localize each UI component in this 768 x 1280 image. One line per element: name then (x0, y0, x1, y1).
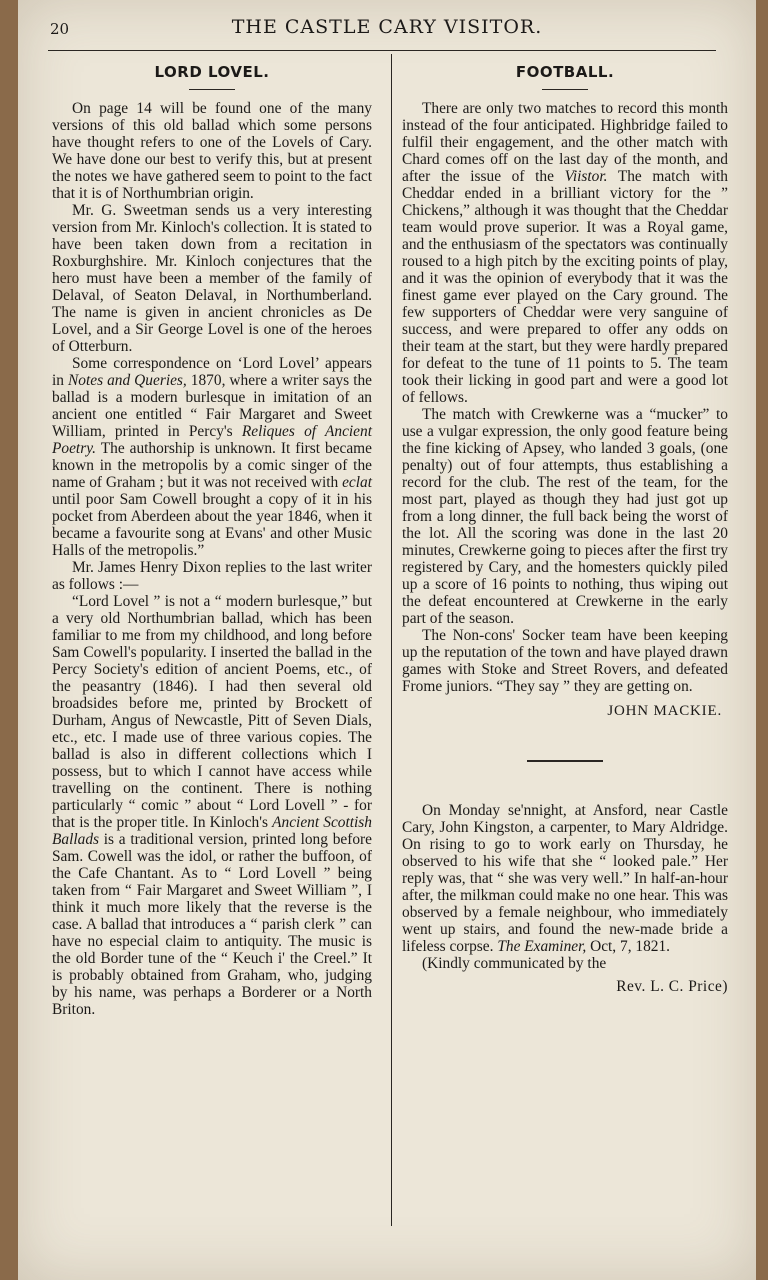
header-rule (48, 50, 716, 51)
lord-lovel-paragraph-5 (52, 593, 372, 1018)
document-page (18, 0, 756, 1280)
lord-lovel-paragraph-1: On page 14 will be found one of the many versions of this old ballad which some persons have thought refers to one of the Lovels of Cary. We have done our best to verify this, but at present the notes we have gathered seem to point to the fact that it is of Northumbrian origin. (52, 100, 372, 202)
text-run: Some correspondence on ‘Lord Lovel’ appears in (52, 355, 372, 389)
lord-lovel-heading: LORD LOVEL. (154, 63, 270, 81)
text-run: 1870, where a writer says the ballad is a modern burlesque in imitation of an ancient one entitled “ Fair Margaret and Sweet William, printed in Percy's (52, 372, 372, 440)
lord-lovel-paragraph-3 (52, 355, 372, 559)
text-run: is a traditional version, printed long before Sam. Cowell was the idol, or rather the buffoon, of the Cafe Chantant. As to “ Lord Lovell ” being taken from “ Fair Margaret and Sweet William ”, I think it much more likely that the reverse is the case. A ballad that introduces a “ parish clerk ” can have no especial claim to antiquity. The music is the old Border tune of the “ Keuch i' the Creel.” It is probably obtained from Graham, who, judging by his name, was perhaps a Borderer or a North Briton. (52, 831, 372, 1018)
text-run: Oct, 7, 1821. (586, 938, 671, 955)
italic-source: The Examiner, (497, 938, 587, 955)
credit-name: Rev. L. C. Price) (616, 978, 728, 995)
italic-title: Ancient Scottish Ballads (52, 814, 372, 848)
football-paragraph-1 (402, 100, 728, 406)
italic-title: Viistor. (564, 168, 608, 185)
italic-title: Notes and Queries, (68, 372, 187, 389)
running-header (18, 14, 756, 44)
text-run: until poor Sam Cowell brought a copy of it in his pocket from Aberdeen about the year 1846, when it became a favourite song at Evans' and other Music Halls of the metropolis.” (52, 491, 372, 559)
football-paragraph-3: The Non-cons' Socker team have been keeping up the reputation of the town and have played drawn games with Stoke and Street Rovers, and defeated Frome juniors. “They say ” they are getting on. (402, 627, 728, 695)
heading-rule (542, 89, 588, 90)
italic-title: Reliques of Ancient Poetry. (52, 423, 372, 457)
section-separator (527, 760, 603, 762)
news-item-paragraph (402, 802, 728, 955)
text-run: The match with Cheddar ended in a brilliant victory for the ” Chickens,” although it was thought that the Cheddar team would prove superior. It was a Royal game, and the enthusiasm of the spectators was continually roused to a high pitch by the exciting points of play, and it was the opinion of everybody that it was the finest game ever played on the Cary ground. The few supporters of Cheddar were very sanguine of success, and were prepared to offer any odds on their team at the start, but they were hardly prepared for defeat to the tune of 11 points to 5. The team took their licking in good part and were a good lot of fellows. (402, 168, 728, 406)
page-number: 20 (50, 20, 70, 38)
football-paragraph-2: The match with Crewkerne was a “mucker” to use a vulgar expression, the only good feature being the fine kicking of Apsey, who landed 3 goals, (one penalty) out of four attempts, thus establishing a record for the club. The rest of the team, for the most part, played as though they had just got up from a long dinner, the full back being the worst of the lot. All the scoring was done in the last 20 minutes, Crewkerne going to pieces after the first try registered by Cary, and the homesters quickly piled up a score of 16 points to nothing, thus wiping out the defeat encountered at Crewkerne in the early part of the season. (402, 406, 728, 627)
text-run: There are only two matches to record this month instead of the four anticipated. Highbridge failed to fulfil their engagement, and the other match with Chard comes off on the last day of the month, and after the issue of the (402, 100, 728, 185)
credit-line: (Kindly communicated by the (422, 955, 607, 972)
football-article (402, 60, 728, 995)
journal-title: THE CASTLE CARY VISITOR. (231, 16, 543, 38)
lord-lovel-article (52, 60, 372, 1018)
italic-word: eclat (342, 474, 372, 491)
football-heading: FOOTBALL. (515, 63, 615, 81)
text-run: The authorship is unknown. It first became known in the metropolis by a comic singer of the name of Graham ; but it was not received with (52, 440, 372, 491)
column-divider (391, 54, 392, 1226)
text-run: On Monday se'nnight, at Ansford, near Castle Cary, John Kingston, a carpenter, to Mary Aldridge. On rising to go to work early on Thursday, he observed to his wife that she “ looked pale.” Her reply was, that “ she was very well.” In half-an-hour after, the milkman could make no one hear. This was observed by a female neighbour, who immediately went up stairs, and found the new-made bride a lifeless corpse. (402, 802, 728, 955)
author-signature: JOHN MACKIE. (607, 703, 722, 719)
lord-lovel-paragraph-2: Mr. G. Sweetman sends us a very interesting version from Mr. Kinloch's collection. It is stated to have been taken down from a recitation in Roxburghshire. Mr. Kinloch conjectures that the hero must have been a member of the family of Delaval, of Seaton Delaval, in Northumberland. The name is given in ancient chronicles as De Lovel, and a Sir George Lovel is one of the heroes of Otterburn. (52, 202, 372, 355)
text-run: “Lord Lovel ” is not a “ modern burlesque,” but a very old Northumbrian ballad, which has been familiar to me from my childhood, and long before Sam Cowell's popularity. I inserted the ballad in the Percy Society's edition of ancient Poems, etc., of the peasantry (1846). I had then several old broadsides before me, printed by Brockett of Durham, Angus of Newcastle, Pitt of Seven Dials, etc., etc. I made use of three various copies. The ballad is also in different collections which I possess, but to which I cannot have access while travelling on the continent. There is nothing particularly “ comic ” about “ Lord Lovell ” - for that is the proper title. In Kinloch's (52, 593, 372, 831)
heading-rule (189, 89, 235, 90)
lord-lovel-paragraph-4: Mr. James Henry Dixon replies to the last writer as follows :— (52, 559, 372, 593)
